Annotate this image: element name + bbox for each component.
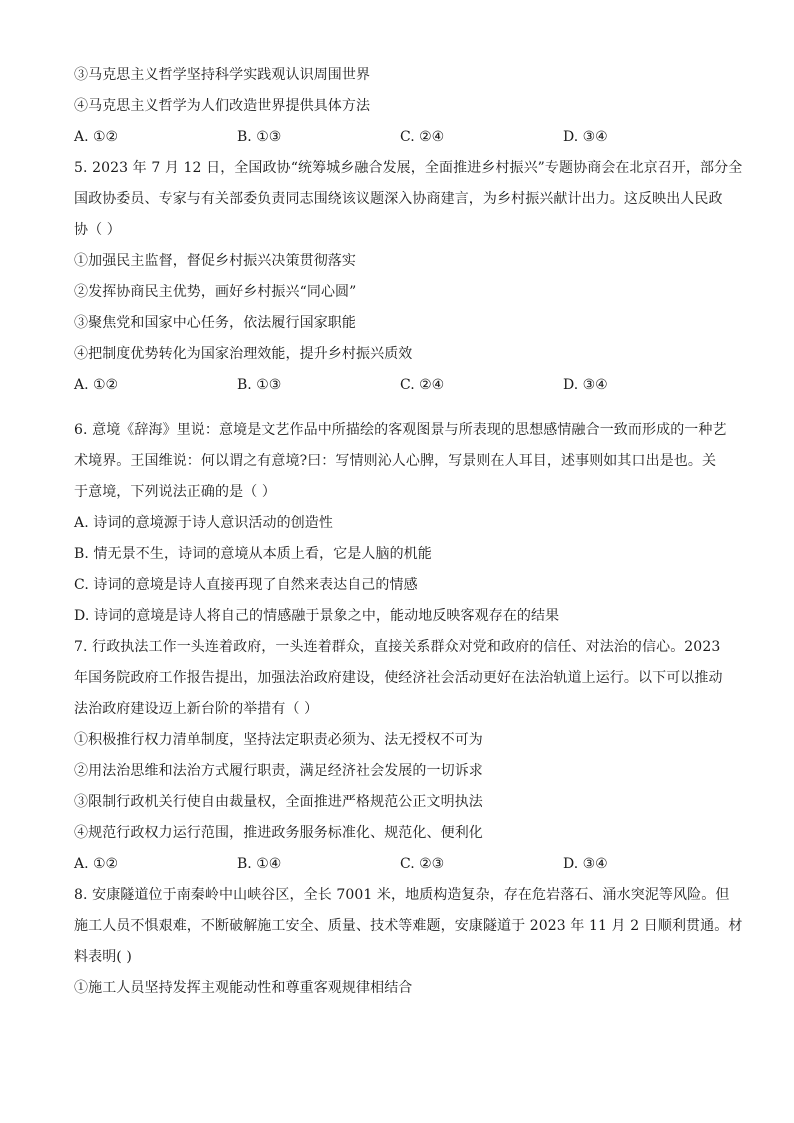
q4-item-3: ③马克思主义哲学坚持科学实践观认识周围世界 [74, 67, 371, 83]
q7-option-a: A. ①② [74, 856, 119, 872]
q7-options [74, 849, 734, 880]
q4-option-a: A. ①② [74, 129, 119, 145]
q7-option-c: C. ②③ [400, 856, 445, 872]
q4-options [74, 122, 734, 153]
q5-option-c: C. ②④ [400, 377, 445, 393]
q7-stem-line-3: 法治政府建设迈上新台阶的举措有（ ） [74, 701, 319, 717]
q7-item-2: ②用法治思维和法治方式履行职责，满足经济社会发展的一切诉求 [74, 763, 483, 779]
q4-item-4: ④马克思主义哲学为人们改造世界提供具体方法 [74, 98, 371, 114]
q6-stem-line-3: 于意境，下列说法正确的是（ ） [74, 484, 276, 500]
q8-item-1: ①施工人员坚持发挥主观能动性和尊重客观规律相结合 [74, 980, 413, 996]
q4-option-b: B. ①③ [237, 129, 282, 145]
q8-stem-line-3: 料表明( ) [74, 949, 132, 965]
q4-option-d: D. ③④ [563, 129, 608, 145]
q7-option-b: B. ①④ [237, 856, 282, 872]
q6-option-c: C. 诗词的意境是诗人直接再现了自然来表达自己的情感 [74, 577, 418, 593]
q8-stem-line-2: 施工人员不惧艰难，不断破解施工安全、质量、技术等难题，安康隧道于 2023 年 11 月 2 日顺利贯通。材 [74, 918, 743, 934]
question-6 [74, 415, 734, 632]
q4-option-c: C. ②④ [400, 129, 445, 145]
q5-stem-line-3: 协（ ） [74, 222, 121, 238]
q7-option-d: D. ③④ [563, 856, 608, 872]
q5-option-b: B. ①③ [237, 377, 282, 393]
q7-stem-line-2: 年国务院政府工作报告提出，加强法治政府建设，使经济社会活动更好在法治轨道上运行。以下可以推动 [74, 670, 723, 686]
q5-stem-line-1: 5. 2023 年 7 月 12 日，全国政协“统筹城乡融合发展，全面推进乡村振兴”专题协商会在北京召开，部分全 [74, 160, 743, 176]
question-5 [74, 153, 743, 401]
q5-options [74, 370, 734, 401]
q6-stem-line-2: 术境界。王国维说：何以谓之有意境?曰：写情则沁人心脾，写景则在人耳目，述事则如其口出是也。关 [74, 453, 717, 469]
q5-stem-line-2: 国政协委员、专家与有关部委负责同志围绕该议题深入协商建言，为乡村振兴献计出力。这反映出人民政 [74, 191, 723, 207]
question-gap [74, 401, 734, 415]
q5-item-3: ③聚焦党和国家中心任务，依法履行国家职能 [74, 315, 356, 331]
question-8 [74, 880, 743, 1004]
q7-item-4: ④规范行政权力运行范围，推进政务服务标准化、规范化、便利化 [74, 825, 483, 841]
q5-item-2: ②发挥协商民主优势，画好乡村振兴“同心圆” [74, 284, 357, 300]
q6-option-d: D. 诗词的意境是诗人将自己的情感融于景象之中，能动地反映客观存在的结果 [74, 608, 560, 624]
q5-item-4: ④把制度优势转化为国家治理效能，提升乡村振兴质效 [74, 346, 413, 362]
q7-item-3: ③限制行政机关行使自由裁量权，全面推进严格规范公正文明执法 [74, 794, 483, 810]
q6-option-b: B. 情无景不生，诗词的意境从本质上看，它是人脑的机能 [74, 546, 432, 562]
q5-option-d: D. ③④ [563, 377, 608, 393]
exam-page [74, 60, 743, 1004]
question-4-tail [74, 60, 734, 153]
q5-item-1: ①加强民主监督，督促乡村振兴决策贯彻落实 [74, 253, 356, 269]
q5-option-a: A. ①② [74, 377, 119, 393]
q7-stem-line-1: 7. 行政执法工作一头连着政府，一头连着群众，直接关系群众对党和政府的信任、对法治的信心。2023 [74, 639, 721, 655]
q8-stem-line-1: 8. 安康隧道位于南秦岭中山峡谷区，全长 7001 米，地质构造复杂，存在危岩落石、涌水突泥等风险。但 [74, 887, 730, 903]
q6-stem-line-1: 6. 意境《辞海》里说：意境是文艺作品中所描绘的客观图景与所表现的思想感情融合一致而形成的一种艺 [74, 422, 727, 438]
q7-item-1: ①积极推行权力清单制度，坚持法定职责必须为、法无授权不可为 [74, 732, 483, 748]
question-7 [74, 632, 734, 880]
q6-option-a: A. 诗词的意境源于诗人意识活动的创造性 [74, 515, 334, 531]
